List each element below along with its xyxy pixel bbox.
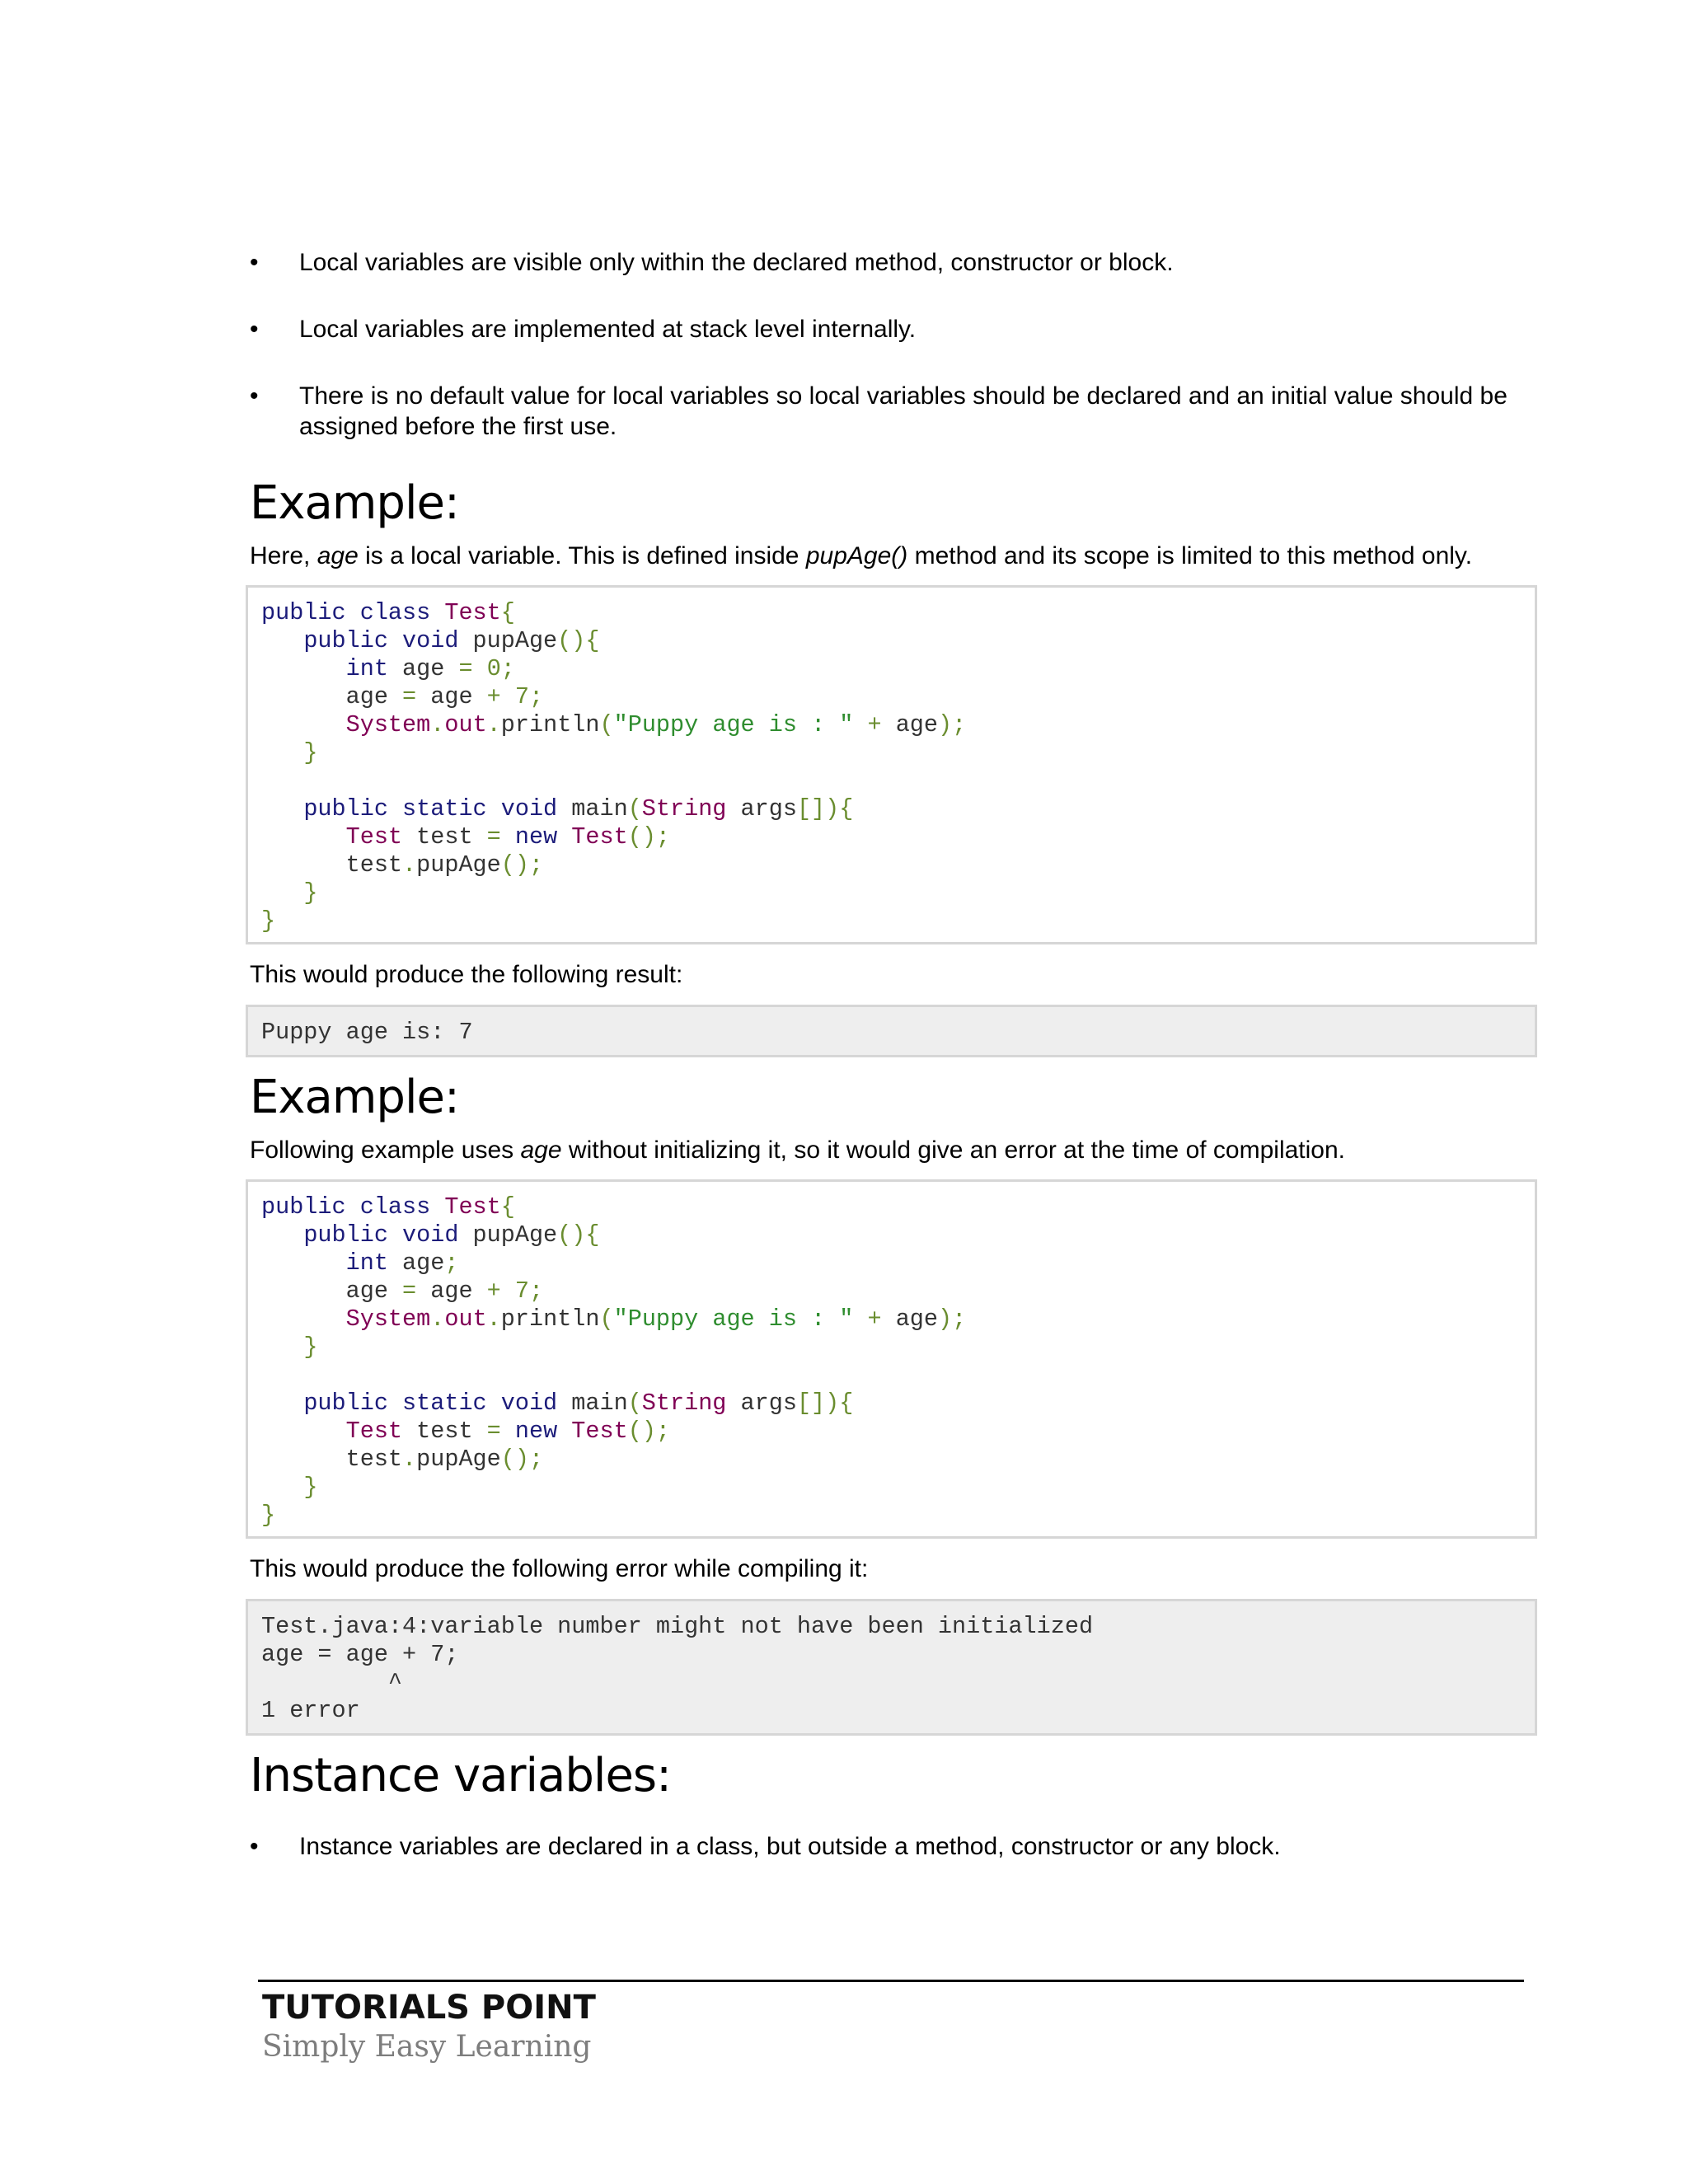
code-token: } — [303, 1333, 318, 1361]
code-token: age — [261, 1277, 403, 1305]
code-token — [261, 1221, 303, 1249]
code-line — [261, 1474, 1522, 1502]
example1-heading: Example: — [250, 476, 459, 530]
code-token: int — [345, 655, 403, 682]
code-token: public class — [261, 599, 445, 626]
code-token: test — [261, 851, 403, 879]
code-line — [261, 823, 1522, 851]
local-variable-bullets — [250, 247, 1536, 442]
code-token: + — [486, 1277, 515, 1305]
code-token: age — [261, 683, 403, 710]
code-line — [261, 1390, 1522, 1418]
code-token: 7 — [514, 683, 529, 710]
code-line — [261, 1305, 1522, 1333]
code-token: Test — [444, 1193, 501, 1221]
code-token — [261, 1249, 346, 1277]
code-token — [261, 1474, 303, 1501]
code-line — [261, 767, 1522, 795]
code-token: + — [853, 1305, 896, 1333]
code-token — [261, 711, 346, 738]
example2-heading: Example: — [250, 1071, 459, 1124]
code-line — [261, 1418, 1522, 1446]
code-token — [261, 823, 346, 851]
code-token: = — [486, 823, 515, 851]
code-token: = — [458, 655, 487, 682]
code-token: age — [895, 711, 938, 738]
example1-result-intro: This would produce the following result: — [250, 961, 683, 988]
example2-error-block — [246, 1599, 1537, 1736]
code-token: "Puppy age is : " — [613, 711, 854, 738]
footer-divider — [258, 1980, 1524, 1982]
bullet-text: Local variables are implemented at stack level internally. — [299, 316, 917, 343]
example1-output-block — [246, 1005, 1537, 1057]
code-token: test — [416, 1418, 487, 1445]
code-token: ); — [938, 1305, 967, 1333]
code-token: Test — [444, 599, 501, 626]
code-token: new — [514, 1418, 572, 1445]
code-token: age — [430, 683, 487, 710]
code-token: int — [345, 1249, 403, 1277]
bullet-text: Local variables are visible only within the declared method, constructor or block. — [299, 249, 1174, 276]
code-line — [261, 1333, 1522, 1361]
code-token: new — [514, 823, 572, 851]
code-token: []){ — [796, 1390, 854, 1417]
code-token: . — [486, 711, 501, 738]
code-token: args — [740, 795, 797, 823]
bullet-dot: • — [250, 249, 259, 276]
intro-text: is a local variable. This is defined inside — [358, 542, 806, 569]
code-token: Test — [345, 1418, 417, 1445]
code-token: Test — [571, 1418, 628, 1445]
code-token: out — [444, 1305, 487, 1333]
code-line — [261, 1361, 1522, 1390]
code-token: String — [641, 1390, 741, 1417]
code-token: (); — [500, 851, 544, 879]
code-token: pupAge — [416, 1446, 501, 1473]
code-token — [261, 627, 303, 654]
code-token: "Puppy age is : " — [613, 1305, 854, 1333]
code-token: . — [430, 711, 445, 738]
code-token: String — [641, 795, 741, 823]
intro-age: age — [316, 542, 359, 569]
instance-variable-bullets — [250, 1831, 1536, 1862]
code-token: println — [500, 1305, 600, 1333]
code-token: ; — [529, 1277, 544, 1305]
code-token: . — [402, 851, 417, 879]
code-line — [261, 627, 1522, 655]
code-token: out — [444, 711, 487, 738]
code-token: (); — [627, 823, 671, 851]
code-line — [261, 599, 1522, 627]
code-line — [261, 711, 1522, 739]
code-token: } — [261, 907, 276, 935]
example2-intro — [250, 1135, 1536, 1165]
code-line — [261, 1277, 1522, 1305]
output-line: age = age + 7; — [261, 1641, 459, 1668]
code-token — [261, 795, 303, 823]
code-line — [261, 739, 1522, 767]
code-token: Test — [345, 823, 417, 851]
code-token — [261, 879, 303, 907]
code-token: 0 — [486, 655, 501, 682]
code-token — [261, 1305, 346, 1333]
code-line — [261, 907, 1522, 935]
page-content — [250, 247, 1536, 1862]
instance-variables-heading: Instance variables: — [250, 1749, 671, 1802]
code-token: 7 — [514, 1277, 529, 1305]
output-line: 1 error — [261, 1697, 360, 1724]
code-token: pupAge — [416, 851, 501, 879]
code-token: ( — [599, 711, 614, 738]
code-token: System — [345, 711, 431, 738]
intro-text: Following example uses — [250, 1137, 521, 1164]
code-token: args — [740, 1390, 797, 1417]
code-line — [261, 1249, 1522, 1277]
code-token: main — [571, 1390, 628, 1417]
code-token: ); — [938, 711, 967, 738]
code-token: age — [402, 655, 459, 682]
code-token: (){ — [557, 1221, 600, 1249]
code-token: . — [486, 1305, 501, 1333]
bullet-text: There is no default value for local variables so local variables should be declared and an initial value should be assigned before the first use. — [299, 382, 1507, 440]
code-token — [261, 1333, 303, 1361]
code-line — [261, 879, 1522, 907]
code-token: (); — [500, 1446, 544, 1473]
code-token: { — [500, 599, 515, 626]
code-token: age — [402, 1249, 445, 1277]
code-line — [261, 795, 1522, 823]
code-token: . — [402, 1446, 417, 1473]
footer-tagline: Simply Easy Learning — [262, 2030, 592, 2064]
bullet-dot: • — [250, 1833, 259, 1860]
code-token — [261, 1390, 303, 1417]
code-token: println — [500, 711, 600, 738]
code-token: ; — [444, 1249, 459, 1277]
code-token: ; — [529, 683, 544, 710]
code-token: } — [303, 739, 318, 766]
code-token: (){ — [557, 627, 600, 654]
footer-brand: TUTORIALS POINT — [262, 1989, 596, 2027]
code-token: ( — [627, 1390, 642, 1417]
example2-error-intro: This would produce the following error while compiling it: — [250, 1555, 869, 1582]
code-token: []){ — [796, 795, 854, 823]
example1-code-block — [246, 585, 1537, 944]
bullet-item — [250, 314, 1536, 344]
intro-text: without initializing it, so it would give an error at the time of compilation. — [561, 1137, 1346, 1164]
intro-text: method and its scope is limited to this method only. — [907, 542, 1473, 569]
bullet-dot: • — [250, 316, 259, 343]
code-token: = — [402, 1277, 431, 1305]
code-token: public void — [303, 1221, 473, 1249]
code-token: ( — [599, 1305, 614, 1333]
bullet-item — [250, 381, 1536, 442]
code-token: } — [303, 879, 318, 907]
code-line — [261, 683, 1522, 711]
code-token: public static void — [303, 795, 572, 823]
code-token: Test — [571, 823, 628, 851]
code-token: ; — [500, 655, 515, 682]
code-token: public class — [261, 1193, 445, 1221]
code-line — [261, 851, 1522, 879]
code-token: + — [853, 711, 896, 738]
code-token: System — [345, 1305, 431, 1333]
output-line: Puppy age is: 7 — [261, 1019, 473, 1046]
code-token: (); — [627, 1418, 671, 1445]
code-token: public static void — [303, 1390, 572, 1417]
bullet-text: Instance variables are declared in a class, but outside a method, constructor or any block. — [299, 1833, 1281, 1860]
example1-intro — [250, 541, 1536, 571]
code-token — [261, 739, 303, 766]
code-token: ( — [627, 795, 642, 823]
code-token: . — [430, 1305, 445, 1333]
code-token: } — [261, 1502, 276, 1529]
intro-text: Here, — [250, 542, 317, 569]
code-line — [261, 1446, 1522, 1474]
code-token: age — [430, 1277, 487, 1305]
code-token: main — [571, 795, 628, 823]
code-line — [261, 655, 1522, 683]
code-token: = — [402, 683, 431, 710]
code-line — [261, 1502, 1522, 1530]
example2-code-block — [246, 1179, 1537, 1539]
code-token: = — [486, 1418, 515, 1445]
bullet-dot: • — [250, 382, 259, 410]
bullet-item — [250, 247, 1536, 278]
intro-method: pupAge() — [805, 542, 908, 569]
output-line: ^ — [261, 1669, 403, 1696]
code-line — [261, 1193, 1522, 1221]
code-line — [261, 1221, 1522, 1249]
intro-age: age — [520, 1137, 562, 1164]
output-line: Test.java:4:variable number might not have been initialized — [261, 1613, 1094, 1640]
code-token: pupAge — [472, 1221, 558, 1249]
code-token — [261, 1418, 346, 1445]
code-token: test — [261, 1446, 403, 1473]
code-token: age — [895, 1305, 938, 1333]
code-token: test — [416, 823, 487, 851]
code-token: + — [486, 683, 515, 710]
code-token — [261, 655, 346, 682]
code-token: } — [303, 1474, 318, 1501]
code-token: pupAge — [472, 627, 558, 654]
code-token: { — [500, 1193, 515, 1221]
bullet-item — [250, 1831, 1536, 1862]
code-token: public void — [303, 627, 473, 654]
